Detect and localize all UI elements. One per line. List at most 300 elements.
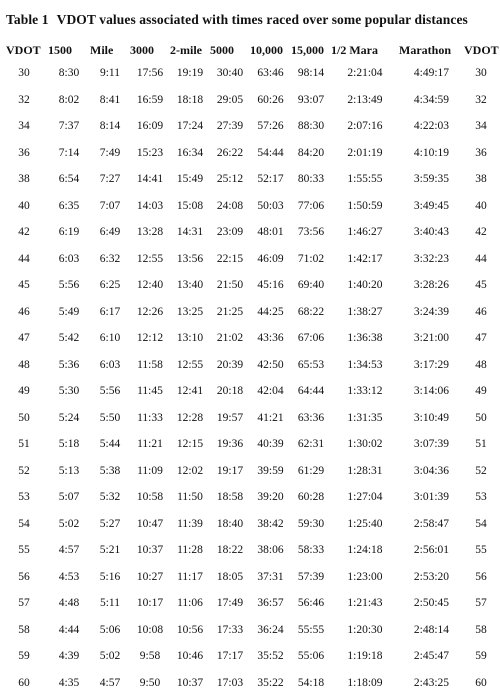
table-cell: 2:56:01 xyxy=(413,544,450,557)
table-cell: 5:02 xyxy=(58,517,80,530)
table-cell: 12:41 xyxy=(176,385,204,398)
table-cell: 62:31 xyxy=(297,438,325,451)
table-cell: 36:57 xyxy=(257,597,284,610)
table-cell: 3:32:23 xyxy=(413,252,450,265)
table-cell: 57 xyxy=(18,597,30,610)
table-cell: 37:31 xyxy=(257,570,284,583)
table-cell: 11:58 xyxy=(137,358,163,371)
table-cell: 14:31 xyxy=(176,226,204,239)
table-cell: 38:42 xyxy=(257,517,284,530)
table-cell: 2:13:49 xyxy=(347,93,383,106)
table-cell: 57 xyxy=(475,597,487,610)
table-cell: 4:57 xyxy=(99,676,121,689)
table-cell: 55 xyxy=(475,544,487,557)
table-cell: 60 xyxy=(18,676,30,689)
table-cell: 7:07 xyxy=(99,199,121,212)
table-cell: 52:17 xyxy=(257,173,284,186)
table-row xyxy=(0,272,498,299)
table-cell: 5:44 xyxy=(99,438,121,451)
table-cell: 1:25:40 xyxy=(347,517,383,530)
table-cell: 12:40 xyxy=(136,279,164,292)
table-cell: 1:27:04 xyxy=(347,491,383,504)
table-cell: 38 xyxy=(18,173,30,186)
table-cell: 42 xyxy=(475,226,487,239)
table-cell: 47 xyxy=(475,332,487,345)
table-row xyxy=(0,299,498,326)
table-cell: 30 xyxy=(475,67,487,80)
table-cell: 5:16 xyxy=(99,570,121,583)
table-row xyxy=(0,564,498,591)
table-cell: 19:36 xyxy=(216,438,244,451)
table-cell: 8:30 xyxy=(58,67,80,80)
table-cell: 7:49 xyxy=(99,146,121,159)
table-row xyxy=(0,60,498,87)
table-cell: 55:06 xyxy=(297,650,325,663)
table-cell: 60:28 xyxy=(297,491,325,504)
table-cell: 7:37 xyxy=(58,120,80,133)
table-cell: 5:18 xyxy=(58,438,80,451)
table-cell: 11:33 xyxy=(137,411,163,424)
table-cell: 2:07:16 xyxy=(347,120,383,133)
table-cell: 13:10 xyxy=(176,332,204,345)
table-cell: 9:58 xyxy=(139,650,161,663)
table-cell: 40 xyxy=(18,199,30,212)
table-cell: 41:21 xyxy=(257,411,284,424)
table-row xyxy=(0,537,498,564)
table-row xyxy=(0,325,498,352)
table-cell: 5:56 xyxy=(99,385,121,398)
table-cell: 1:24:18 xyxy=(347,544,383,557)
table-cell: 11:21 xyxy=(137,438,163,451)
column-header: Mile xyxy=(90,42,114,57)
table-cell: 1:34:53 xyxy=(347,358,383,371)
table-cell: 22:15 xyxy=(216,252,244,265)
table-cell: 3:14:06 xyxy=(413,385,450,398)
table-cell: 4:35 xyxy=(58,676,80,689)
table-cell: 61:29 xyxy=(297,464,325,477)
table-row xyxy=(0,670,498,697)
table-cell: 40:39 xyxy=(257,438,284,451)
table-cell: 34 xyxy=(475,120,487,133)
column-header: 1500 xyxy=(48,42,72,57)
table-cell: 57:26 xyxy=(257,120,284,133)
column-header: 5000 xyxy=(210,42,234,57)
table-cell: 46 xyxy=(475,305,487,318)
table-cell: 16:34 xyxy=(176,146,204,159)
table-cell: 45:16 xyxy=(257,279,284,292)
table-cell: 80:33 xyxy=(297,173,325,186)
table-cell: 5:30 xyxy=(58,385,80,398)
table-row xyxy=(0,511,498,538)
table-cell: 58:33 xyxy=(297,544,325,557)
table-cell: 34 xyxy=(18,120,30,133)
table-cell: 51 xyxy=(18,438,30,451)
table-cell: 25:12 xyxy=(216,173,244,186)
table-cell: 10:58 xyxy=(136,491,164,504)
table-cell: 1:36:38 xyxy=(347,332,383,345)
table-cell: 45 xyxy=(18,279,30,292)
table-cell: 12:26 xyxy=(136,305,164,318)
table-cell: 46:09 xyxy=(257,252,284,265)
table-cell: 23:09 xyxy=(216,226,244,239)
table-row xyxy=(0,617,498,644)
table-cell: 48:01 xyxy=(257,226,284,239)
table-cell: 1:33:12 xyxy=(347,385,383,398)
table-cell: 12:28 xyxy=(176,411,204,424)
table-row xyxy=(0,113,498,140)
table-cell: 17:56 xyxy=(136,67,164,80)
table-cell: 5:07 xyxy=(58,491,80,504)
table-cell: 8:14 xyxy=(99,120,121,133)
column-header: 15,000 xyxy=(291,42,324,57)
table-cell: 1:55:55 xyxy=(347,173,383,186)
table-cell: 6:49 xyxy=(99,226,121,239)
table-cell: 53 xyxy=(18,491,30,504)
table-row xyxy=(0,193,498,220)
table-cell: 10:56 xyxy=(176,623,204,636)
table-cell: 73:56 xyxy=(297,226,325,239)
table-cell: 11:28 xyxy=(177,544,203,557)
table-cell: 47 xyxy=(18,332,30,345)
table-cell: 63:46 xyxy=(257,67,284,80)
table-cell: 11:09 xyxy=(137,464,163,477)
table-cell: 4:57 xyxy=(58,544,80,557)
table-cell: 4:53 xyxy=(58,570,80,583)
table-cell: 6:17 xyxy=(99,305,121,318)
table-cell: 58 xyxy=(475,623,487,636)
table-cell: 19:19 xyxy=(176,67,204,80)
table-cell: 57:39 xyxy=(297,570,325,583)
table-cell: 2:58:47 xyxy=(413,517,450,530)
table-cell: 55:55 xyxy=(297,623,325,636)
table-cell: 3:01:39 xyxy=(413,491,450,504)
table-cell: 11:50 xyxy=(177,491,203,504)
table-cell: 35:22 xyxy=(257,676,284,689)
table-cell: 5:36 xyxy=(58,358,80,371)
table-cell: 44:25 xyxy=(257,305,284,318)
table-cell: 45 xyxy=(475,279,487,292)
table-cell: 3:40:43 xyxy=(413,226,450,239)
table-cell: 12:02 xyxy=(176,464,204,477)
table-cell: 48 xyxy=(475,358,487,371)
table-cell: 17:24 xyxy=(176,120,204,133)
table-row xyxy=(0,458,498,485)
table-cell: 18:58 xyxy=(216,491,244,504)
table-cell: 17:49 xyxy=(216,597,244,610)
table-cell: 5:24 xyxy=(58,411,80,424)
table-cell: 29:05 xyxy=(216,93,244,106)
table-cell: 20:18 xyxy=(216,385,244,398)
table-cell: 18:22 xyxy=(216,544,244,557)
table-cell: 50 xyxy=(18,411,30,424)
table-row xyxy=(0,484,498,511)
table-cell: 3:04:36 xyxy=(413,464,450,477)
table-cell: 40 xyxy=(475,199,487,212)
table-cell: 1:42:17 xyxy=(347,252,383,265)
table-cell: 1:46:27 xyxy=(347,226,383,239)
table-cell: 4:39 xyxy=(58,650,80,663)
table-cell: 38 xyxy=(475,173,487,186)
table-cell: 54:44 xyxy=(257,146,284,159)
table-cell: 10:47 xyxy=(136,517,164,530)
table-cell: 15:08 xyxy=(176,199,204,212)
table-cell: 43:36 xyxy=(257,332,284,345)
table-cell: 14:03 xyxy=(136,199,164,212)
table-cell: 6:54 xyxy=(58,173,80,186)
table-row xyxy=(0,590,498,617)
table-cell: 42:50 xyxy=(257,358,284,371)
table-cell: 26:22 xyxy=(216,146,244,159)
table-cell: 17:17 xyxy=(216,650,244,663)
table-cell: 51 xyxy=(475,438,487,451)
table-cell: 38:06 xyxy=(257,544,284,557)
column-header: 10,000 xyxy=(250,42,283,57)
table-cell: 1:19:18 xyxy=(347,650,383,663)
table-cell: 3:07:39 xyxy=(413,438,450,451)
table-cell: 1:21:43 xyxy=(347,597,383,610)
table-cell: 15:23 xyxy=(136,146,164,159)
table-cell: 84:20 xyxy=(297,146,325,159)
table-cell: 5:02 xyxy=(99,650,121,663)
table-cell: 1:38:27 xyxy=(347,305,383,318)
table-cell: 48 xyxy=(18,358,30,371)
table-caption xyxy=(6,12,468,28)
table-cell: 1:20:30 xyxy=(347,623,383,636)
table-cell: 77:06 xyxy=(297,199,325,212)
column-header: 3000 xyxy=(130,42,154,57)
table-cell: 10:37 xyxy=(136,544,164,557)
table-cell: 3:21:00 xyxy=(413,332,450,345)
table-cell: 2:48:14 xyxy=(413,623,450,636)
table-cell: 58 xyxy=(18,623,30,636)
table-cell: 6:35 xyxy=(58,199,80,212)
vdot-table xyxy=(0,40,498,696)
table-cell: 2:50:45 xyxy=(413,597,450,610)
table-cell: 64:44 xyxy=(297,385,325,398)
table-cell: 11:45 xyxy=(137,385,163,398)
table-cell: 46 xyxy=(18,305,30,318)
table-cell: 65:53 xyxy=(297,358,325,371)
table-cell: 6:25 xyxy=(99,279,121,292)
table-cell: 93:07 xyxy=(297,93,325,106)
table-row xyxy=(0,405,498,432)
table-cell: 8:02 xyxy=(58,93,80,106)
table-cell: 49 xyxy=(475,385,487,398)
table-cell: 53 xyxy=(475,491,487,504)
table-cell: 13:56 xyxy=(176,252,204,265)
table-cell: 12:15 xyxy=(176,438,204,451)
header-row xyxy=(0,40,498,60)
table-cell: 54 xyxy=(475,517,487,530)
table-cell: 1:28:31 xyxy=(347,464,383,477)
table-cell: 4:22:03 xyxy=(413,120,450,133)
table-cell: 59 xyxy=(18,650,30,663)
table-cell: 5:06 xyxy=(99,623,121,636)
table-cell: 10:27 xyxy=(136,570,164,583)
table-cell: 35:52 xyxy=(257,650,284,663)
table-cell: 13:25 xyxy=(176,305,204,318)
table-cell: 4:48 xyxy=(58,597,80,610)
table-cell: 10:17 xyxy=(136,597,164,610)
table-cell: 16:59 xyxy=(136,93,164,106)
table-cell: 18:40 xyxy=(216,517,244,530)
table-cell: 6:19 xyxy=(58,226,80,239)
table-cell: 17:03 xyxy=(216,676,244,689)
table-cell: 19:17 xyxy=(216,464,244,477)
table-title: VDOT values associated with times raced over some popular distances xyxy=(56,12,468,27)
table-cell: 6:32 xyxy=(99,252,121,265)
table-cell: 7:27 xyxy=(99,173,121,186)
table-cell: 42:04 xyxy=(257,385,284,398)
table-cell: 3:28:26 xyxy=(413,279,450,292)
table-cell: 16:09 xyxy=(136,120,164,133)
table-row xyxy=(0,219,498,246)
table-cell: 3:49:45 xyxy=(413,199,450,212)
table-cell: 55 xyxy=(18,544,30,557)
table-cell: 5:21 xyxy=(99,544,121,557)
table-cell: 27:39 xyxy=(216,120,244,133)
table-cell: 3:17:29 xyxy=(413,358,450,371)
table-cell: 60 xyxy=(475,676,487,689)
table-number: Table 1 xyxy=(6,12,49,27)
table-cell: 50 xyxy=(475,411,487,424)
table-cell: 3:59:35 xyxy=(413,173,450,186)
table-cell: 71:02 xyxy=(297,252,325,265)
table-cell: 98:14 xyxy=(297,67,325,80)
table-cell: 36:24 xyxy=(257,623,284,636)
table-cell: 32 xyxy=(475,93,487,106)
table-row xyxy=(0,431,498,458)
table-cell: 12:55 xyxy=(136,252,164,265)
table-cell: 14:41 xyxy=(136,173,164,186)
table-cell: 17:33 xyxy=(216,623,244,636)
table-cell: 19:57 xyxy=(216,411,244,424)
table-cell: 59 xyxy=(475,650,487,663)
column-header: VDOT xyxy=(464,42,499,57)
table-cell: 18:05 xyxy=(216,570,244,583)
table-cell: 88:30 xyxy=(297,120,325,133)
table-cell: 44 xyxy=(475,252,487,265)
table-cell: 21:50 xyxy=(216,279,244,292)
table-cell: 56:46 xyxy=(297,597,325,610)
table-cell: 9:50 xyxy=(139,676,161,689)
table-cell: 10:08 xyxy=(136,623,164,636)
column-header: 1/2 Mara xyxy=(331,42,378,57)
table-row xyxy=(0,166,498,193)
table-cell: 5:13 xyxy=(58,464,80,477)
table-cell: 13:40 xyxy=(176,279,204,292)
table-cell: 49 xyxy=(18,385,30,398)
table-row xyxy=(0,87,498,114)
table-cell: 3:10:49 xyxy=(413,411,450,424)
table-cell: 5:38 xyxy=(99,464,121,477)
table-cell: 36 xyxy=(18,146,30,159)
table-body xyxy=(0,60,498,696)
table-cell: 59:30 xyxy=(297,517,325,530)
table-cell: 50:03 xyxy=(257,199,284,212)
column-header: Marathon xyxy=(399,42,451,57)
table-cell: 1:30:02 xyxy=(347,438,383,451)
table-cell: 3:24:39 xyxy=(413,305,450,318)
table-cell: 11:39 xyxy=(177,517,203,530)
table-cell: 1:18:09 xyxy=(347,676,383,689)
table-cell: 56 xyxy=(475,570,487,583)
table-cell: 12:12 xyxy=(136,332,164,345)
table-cell: 56 xyxy=(18,570,30,583)
table-cell: 5:32 xyxy=(99,491,121,504)
table-cell: 2:43:25 xyxy=(413,676,450,689)
table-cell: 5:56 xyxy=(58,279,80,292)
table-cell: 10:46 xyxy=(176,650,204,663)
table-cell: 1:31:35 xyxy=(347,411,383,424)
table-cell: 36 xyxy=(475,146,487,159)
table-cell: 54 xyxy=(18,517,30,530)
table-cell: 32 xyxy=(18,93,30,106)
table-cell: 2:45:47 xyxy=(413,650,450,663)
table-cell: 11:06 xyxy=(177,597,203,610)
table-cell: 4:49:17 xyxy=(413,67,450,80)
table-cell: 52 xyxy=(18,464,30,477)
table-cell: 30 xyxy=(18,67,30,80)
table-cell: 8:41 xyxy=(99,93,121,106)
table-cell: 21:25 xyxy=(216,305,244,318)
table-cell: 4:34:59 xyxy=(413,93,450,106)
column-header: 2-mile xyxy=(170,42,202,57)
table-cell: 1:40:20 xyxy=(347,279,383,292)
table-cell: 21:02 xyxy=(216,332,244,345)
table-row xyxy=(0,246,498,273)
table-cell: 52 xyxy=(475,464,487,477)
table-cell: 60:26 xyxy=(257,93,284,106)
table-cell: 4:10:19 xyxy=(413,146,450,159)
table-cell: 18:18 xyxy=(176,93,204,106)
table-cell: 6:03 xyxy=(58,252,80,265)
table-row xyxy=(0,643,498,670)
table-row xyxy=(0,378,498,405)
table-cell: 5:50 xyxy=(99,411,121,424)
table-cell: 2:01:19 xyxy=(347,146,383,159)
table-cell: 24:08 xyxy=(216,199,244,212)
column-header: VDOT xyxy=(6,42,41,57)
table-cell: 2:21:04 xyxy=(347,67,383,80)
table-cell: 39:20 xyxy=(257,491,284,504)
table-cell: 2:53:20 xyxy=(413,570,450,583)
table-cell: 69:40 xyxy=(297,279,325,292)
table-cell: 15:49 xyxy=(176,173,204,186)
table-cell: 5:49 xyxy=(58,305,80,318)
table-cell: 13:28 xyxy=(136,226,164,239)
table-cell: 4:44 xyxy=(58,623,80,636)
table-cell: 39:59 xyxy=(257,464,284,477)
table-cell: 63:36 xyxy=(297,411,325,424)
table-cell: 20:39 xyxy=(216,358,244,371)
table-cell: 7:14 xyxy=(58,146,80,159)
table-cell: 54:18 xyxy=(297,676,325,689)
table-cell: 10:37 xyxy=(176,676,204,689)
table-cell: 6:03 xyxy=(99,358,121,371)
table-cell: 6:10 xyxy=(99,332,121,345)
table-cell: 30:40 xyxy=(216,67,244,80)
table-cell: 1:50:59 xyxy=(347,199,383,212)
table-cell: 12:55 xyxy=(176,358,204,371)
table-cell: 67:06 xyxy=(297,332,325,345)
table-cell: 5:11 xyxy=(99,597,121,610)
table-cell: 68:22 xyxy=(297,305,325,318)
table-cell: 11:17 xyxy=(177,570,203,583)
table-cell: 1:23:00 xyxy=(347,570,383,583)
table-cell: 5:27 xyxy=(99,517,121,530)
table-cell: 5:42 xyxy=(58,332,80,345)
